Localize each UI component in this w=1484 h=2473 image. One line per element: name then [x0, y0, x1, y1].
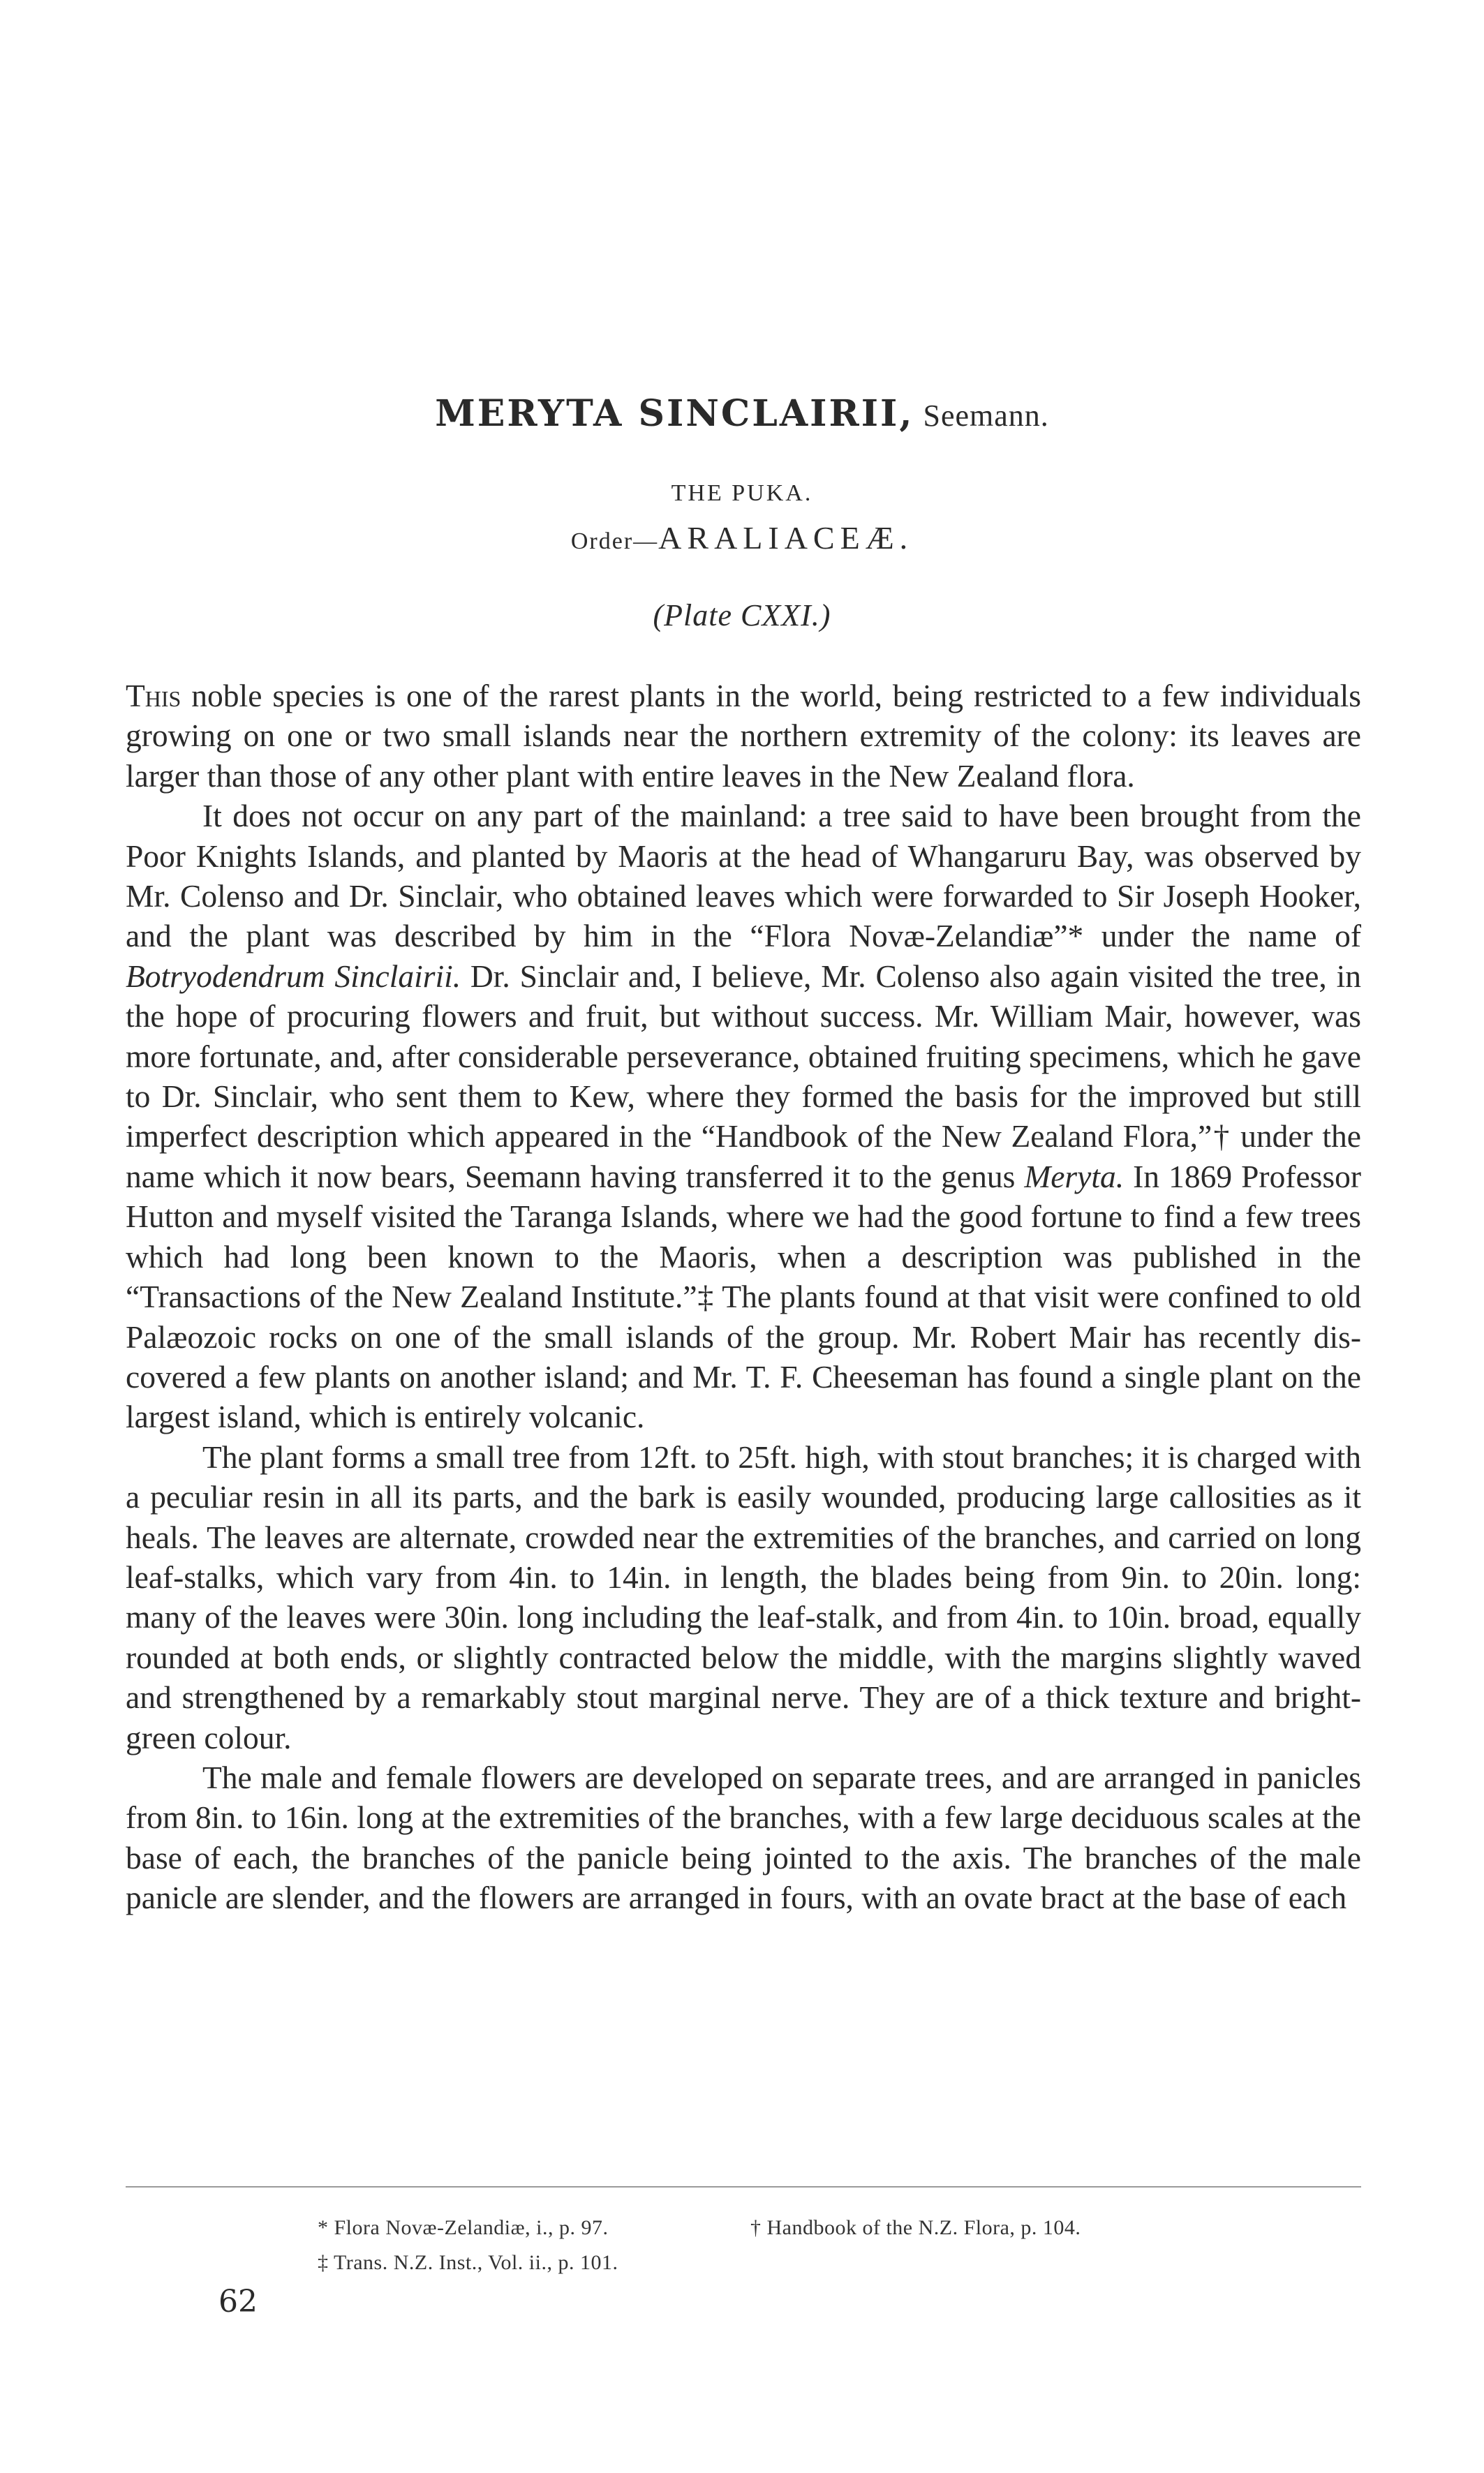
footnote-divider [126, 2186, 1361, 2188]
paragraph-4: The male and female flowers are developed on separate trees, and are arranged in panicles from 8in. to 16in. long at the extremities of the branches, with a few large deciduous scales at the base of each, the branches of the panicle being jointed to the axis. The branches of the male panicle are slender, and the flowers are arranged in fours, with an ovate bract at the base of each [126, 1759, 1361, 1916]
paragraph-2-part-c: Dr. Sinclair and, I believe, Mr. Colenso also again visited the tree, in the hope of procuring flowers and fruit, but without success. Mr. William Mair, however, was more fortunate, and, after considerable perseverance, obtained fruiting specimens, which he gave to Dr. Sinclair, who sent them to Kew, where they formed the basis for the improved but still imperfect description which appeared in the “Handbook of the New Zealand Flora,”† under the name which it now bears, Seemann having transferred it to the genus [126, 958, 1361, 1194]
footnote-1: * Flora Novæ-Zelandiæ, i., p. 97. [318, 2216, 609, 2239]
footnote-2: † Handbook of the N.Z. Flora, p. 104. [750, 2216, 1081, 2239]
common-name: THE PUKA. [671, 480, 813, 506]
species-name: MERYTA SINCLAIRII, [435, 392, 914, 435]
paragraph-2 [126, 796, 1361, 1437]
paragraph-1-text: noble species is one of the rarest plants in the world, being restricted to a few individuals growing on one or two small islands near the northern extremity of the colony: its leaves are larger than those of any other plant with entire leaves in the New Zealand flora. [126, 678, 1361, 794]
plate-reference: (Plate CXXI.) [653, 598, 831, 632]
article-title [0, 392, 1484, 435]
lead-word: This [126, 678, 181, 713]
page-number: 62 [218, 2284, 258, 2319]
order-line [0, 519, 1484, 556]
paragraph-3: The plant forms a small tree from 12ft. to 25ft. high, with stout branches; it is charged with a peculiar resin in all its parts, and the bark is easily wounded, producing large callosities as it heals. The leaves are alternate, crowded near the extremities of the branches, and carried on long leaf-stalks, which vary from 4in. to 14in. in length, the blades being from 9in. to 20in. long: many of the leaves were 30in. long including the leaf-stalk, and from 4in. to 10in. broad, equally rounded at both ends, or slightly contracted below the middle, with the margins slightly waved and strengthened by a remarkably stout marginal nerve. They are of a thick texture and bright-green colour. [126, 1439, 1361, 1755]
genus-name: Meryta. [1024, 1158, 1125, 1194]
paragraph-2-part-e: In 1869 Professor Hutton and myself visited the Taranga Islands, where we had the good fortune to find a few trees which had long been known to the Maoris, when a description was published in the “Transactions of the New Zealand Institute.”‡ The plants found at that visit were confined to old Palæozoic rocks on one of the small islands of the group. Mr. Robert Mair has recently discovered a few plants on another island; and Mr. T. F. Cheeseman has found a single plant on the largest island, which is entirely volcanic. [126, 1158, 1361, 1435]
paragraph-2-part-a: It does not occur on any part of the mainland: a tree said to have been brought from the Poor Knights Islands, and planted by Maoris at the head of Whangaruru Bay, was observed by Mr. Colenso and Dr. Sinclair, who obtained leaves which were forwarded to Sir Joseph Hooker, and the plant was described by him in the “Flora Novæ-Zelandiæ”* under the name of [126, 798, 1361, 954]
order-name: ARALIACEÆ. [658, 520, 914, 556]
synonym-name: Botryodendrum Sinclairii. [126, 958, 461, 994]
article-body [126, 676, 1361, 1918]
paragraph-1 [126, 676, 1361, 796]
footnote-3: ‡ Trans. N.Z. Inst., Vol. ii., p. 101. [318, 2251, 618, 2274]
species-author: Seemann. [923, 399, 1049, 433]
order-label: Order— [570, 528, 659, 554]
